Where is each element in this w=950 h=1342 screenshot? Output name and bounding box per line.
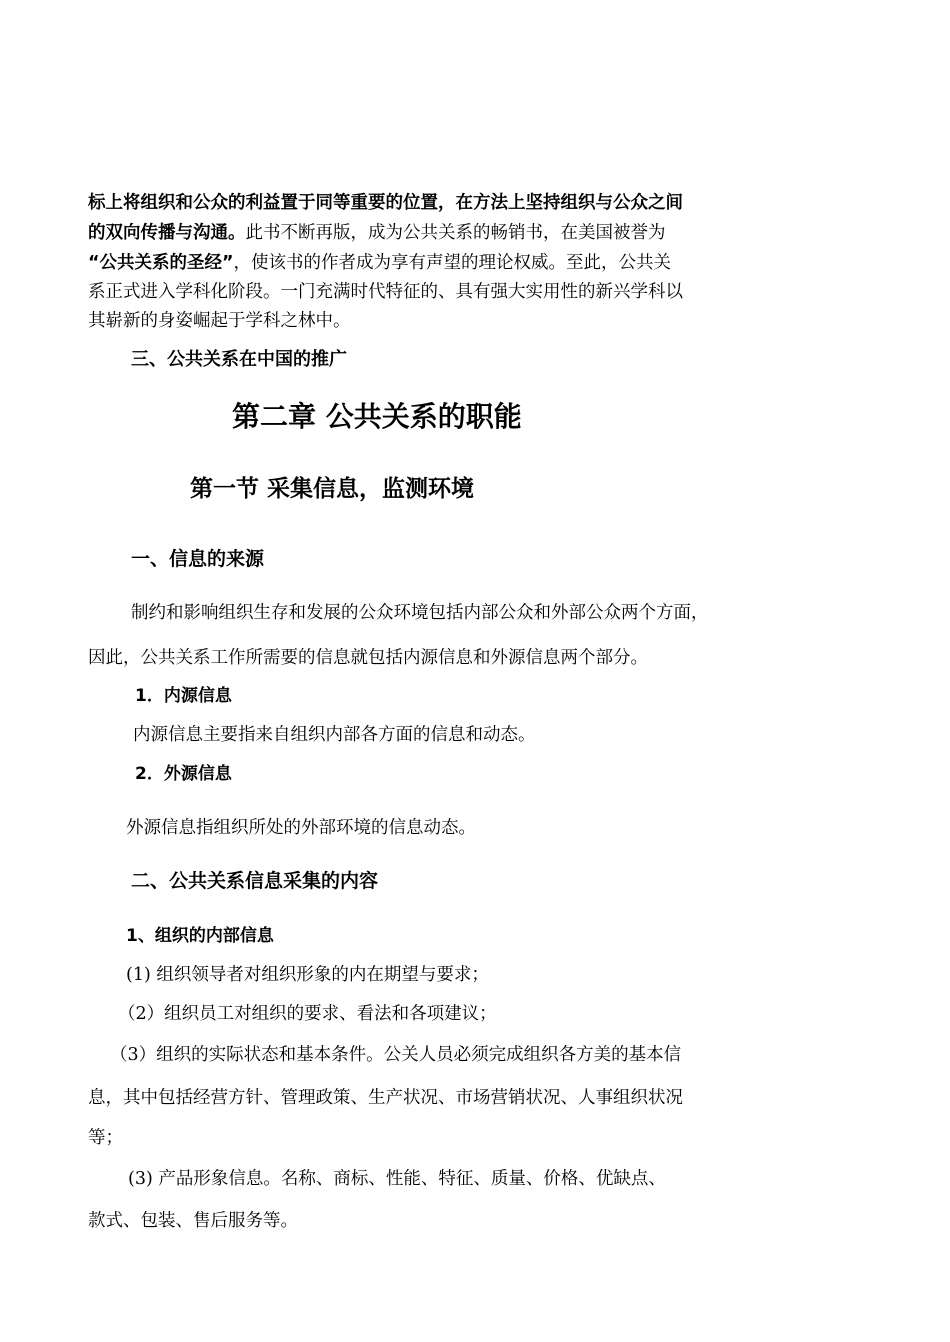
section-3-heading: 三、公共关系在中国的推广 <box>131 349 347 370</box>
info-sources-para-line-2: 因此，公共关系工作所需要的信息就包括内源信息和外源信息两个部分。 <box>88 648 648 668</box>
point-4-line-1: (3) 产品形象信息。名称、商标、性能、特征、质量、价格、优缺点、 <box>128 1169 666 1189</box>
point-3-line-3: 等； <box>88 1128 123 1148</box>
intro-line-2-bold: 的双向传播与沟通。 <box>88 223 246 243</box>
intro-line-2 <box>88 221 666 245</box>
intro-line-3 <box>88 251 671 275</box>
intro-line-1: 标上将组织和公众的利益置于同等重要的位置，在方法上坚持组织与公众之间 <box>88 193 683 213</box>
internal-info-heading: 1．内源信息 <box>135 686 232 706</box>
subheading-info-sources: 一、信息的来源 <box>131 548 265 570</box>
intro-line-2-rest: 此书不断再版，成为公共关系的畅销书，在美国被誉为 <box>245 223 666 243</box>
internal-org-info-heading: 1、组织的内部信息 <box>126 926 274 946</box>
point-4-line-2: 款式、包装、售后服务等。 <box>88 1211 298 1231</box>
internal-info-text: 内源信息主要指来自组织内部各方面的信息和动态。 <box>133 725 536 745</box>
intro-line-5: 其崭新的身姿崛起于学科之林中。 <box>88 311 351 331</box>
point-1: (1) 组织领导者对组织形象的内在期望与要求； <box>126 965 489 985</box>
point-3-line-1: （3）组织的实际状态和基本条件。公关人员必须完成组织各方美的基本信 <box>110 1045 682 1065</box>
intro-line-3-rest: ，使该书的作者成为享有声望的理论权威。至此，公共关 <box>233 253 672 273</box>
external-info-text: 外源信息指组织所处的外部环境的信息动态。 <box>126 818 476 838</box>
point-3-line-2: 息，其中包括经营方针、管理政策、生产状况、市场营销状况、人事组织状况 <box>88 1088 683 1108</box>
chapter-title: 第二章 公共关系的职能 <box>232 400 522 433</box>
point-2: （2）组织员工对组织的要求、看法和各项建议； <box>118 1004 497 1024</box>
intro-line-3-bold: “公共关系的圣经” <box>88 253 234 273</box>
subheading-collection-content: 二、公共关系信息采集的内容 <box>131 870 379 892</box>
intro-line-4: 系正式进入学科化阶段。一门充满时代特征的、具有强大实用性的新兴学科以 <box>88 282 683 302</box>
section-1-title: 第一节 采集信息，监测环境 <box>190 476 475 502</box>
external-info-heading: 2．外源信息 <box>135 764 232 784</box>
info-sources-para-line-1: 制约和影响组织生存和发展的公众环境包括内部公众和外部公众两个方面， <box>131 603 709 623</box>
